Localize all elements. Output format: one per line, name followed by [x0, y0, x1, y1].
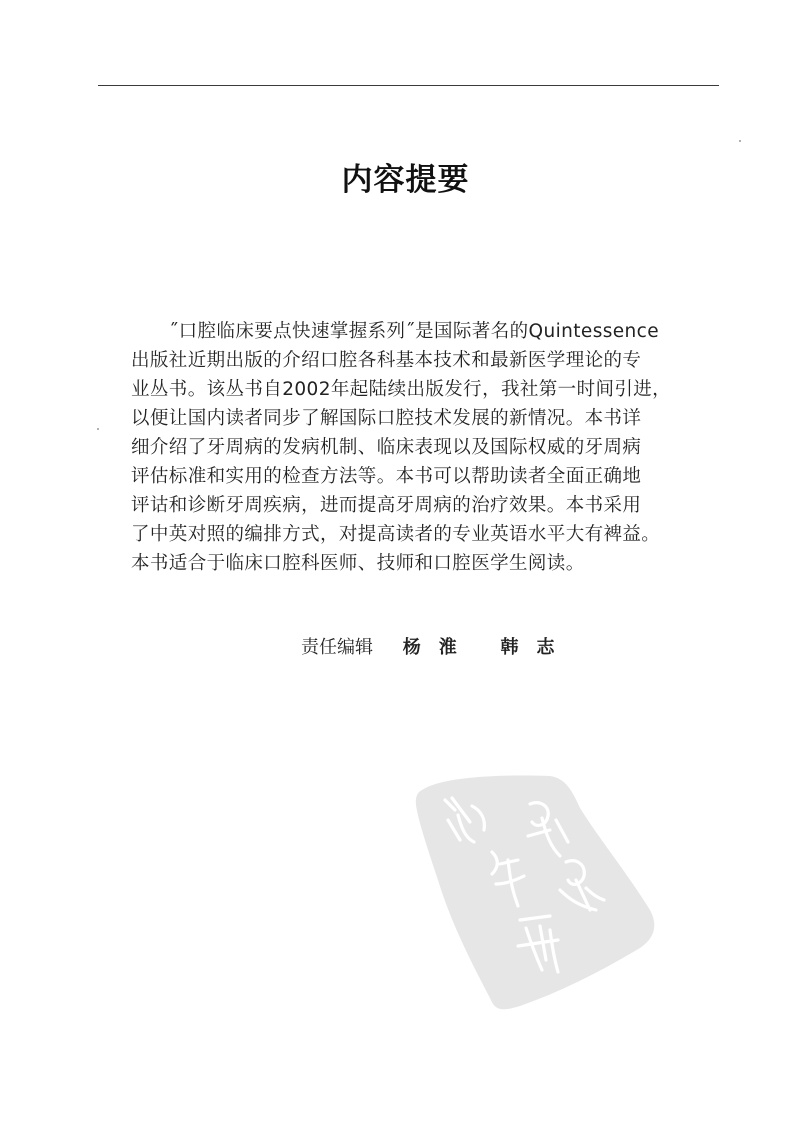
editor-name: 韩志	[500, 637, 573, 658]
summary-line: 业丛书。该丛书自2002年起陆续出版发行，我社第一时间引进，	[131, 379, 672, 400]
editor-label: 责任编辑	[301, 637, 373, 658]
editor-name: 杨淮	[402, 637, 475, 658]
summary-paragraph	[131, 317, 723, 578]
scan-speck	[739, 140, 741, 142]
summary-line: 细介绍了牙周病的发病机制、临床表现以及国际权威的牙周病	[131, 437, 642, 458]
summary-line: 评估标准和实用的检查方法等。本书可以帮助读者全面正确地	[131, 466, 642, 487]
summary-line: 出版社近期出版的介绍口腔各科基本技术和最新医学理论的专	[131, 350, 642, 371]
publisher-seal-icon	[400, 760, 660, 1020]
responsible-editors	[301, 633, 592, 659]
summary-line: 了中英对照的编排方式，对提高读者的专业英语水平大有裨益。	[131, 524, 661, 545]
summary-line: ˝口腔临床要点快速掌握系列˝是国际著名的Quintessence	[169, 321, 660, 342]
summary-line: 本书适合于临床口腔科医师、技师和口腔医学生阅读。	[131, 553, 585, 574]
page-title: 内容提要	[341, 162, 470, 198]
summary-line: 评诂和诊断牙周疾病，进而提高牙周病的治疗效果。本书采用	[131, 495, 642, 516]
header-rule	[98, 85, 719, 86]
summary-line: 以便让国内读者同步了解国际口腔技术发展的新情况。本书详	[131, 408, 642, 429]
scan-speck	[97, 428, 99, 430]
